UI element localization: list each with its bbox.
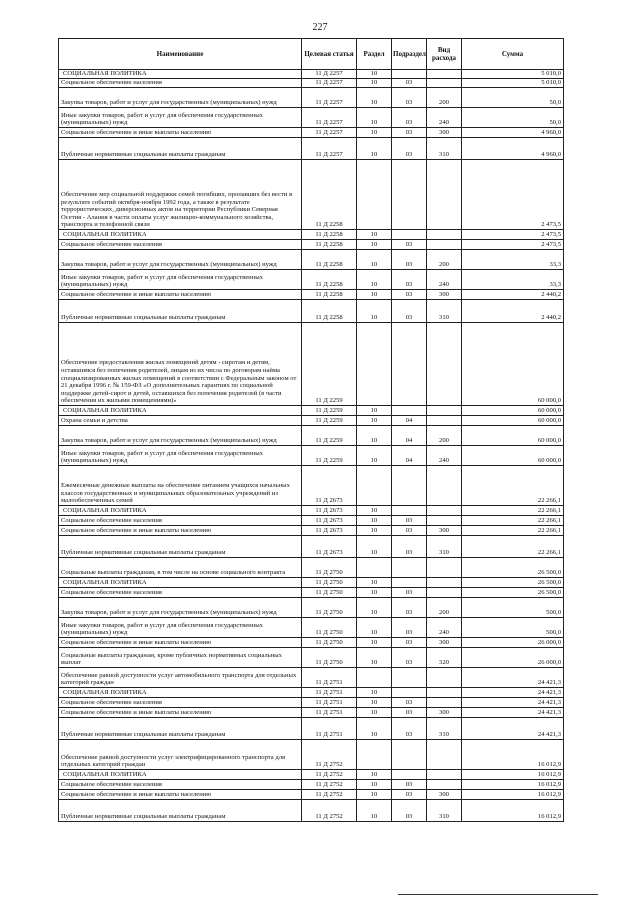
cell-name: Охрана семьи и детства: [59, 416, 302, 426]
cell-article: 11 Д 2258: [302, 270, 357, 290]
cell-kind: [427, 516, 462, 526]
table-header: [59, 39, 564, 70]
cell-name: Закупка товаров, работ и услуг для государственных (муниципальных) нужд: [59, 88, 302, 108]
cell-sum: 500,0: [462, 598, 564, 618]
cell-subsection: 03: [392, 270, 427, 290]
table-row: [59, 668, 564, 688]
cell-section: 10: [357, 240, 392, 250]
cell-article: 11 Д 2750: [302, 578, 357, 588]
cell-kind: 240: [427, 618, 462, 638]
cell-subsection: 03: [392, 290, 427, 300]
table-row: [59, 160, 564, 230]
cell-section: 10: [357, 446, 392, 466]
cell-name: Публичные нормативные социальные выплаты гражданам: [59, 536, 302, 558]
cell-kind: [427, 79, 462, 88]
cell-kind: [427, 160, 462, 230]
cell-subsection: [392, 160, 427, 230]
cell-name: СОЦИАЛЬНАЯ ПОЛИТИКА: [59, 70, 302, 79]
cell-name: Социальное обеспечение населения: [59, 588, 302, 598]
cell-subsection: 04: [392, 426, 427, 446]
cell-sum: 22 266,1: [462, 506, 564, 516]
table-row: [59, 230, 564, 240]
table-row: [59, 526, 564, 536]
cell-kind: 310: [427, 138, 462, 160]
cell-article: 11 Д 2750: [302, 558, 357, 578]
table-row: [59, 516, 564, 526]
cell-section: 10: [357, 230, 392, 240]
cell-sum: 26 500,0: [462, 588, 564, 598]
cell-section: 10: [357, 790, 392, 800]
cell-subsection: [392, 740, 427, 770]
table-row: [59, 506, 564, 516]
cell-kind: [427, 588, 462, 598]
cell-section: 10: [357, 688, 392, 698]
cell-subsection: 03: [392, 108, 427, 128]
table-row: [59, 688, 564, 698]
cell-name: Иные закупки товаров, работ и услуг для обеспечения государственных (муниципальных) нужд: [59, 446, 302, 466]
cell-kind: 200: [427, 250, 462, 270]
cell-subsection: 03: [392, 526, 427, 536]
cell-name: СОЦИАЛЬНАЯ ПОЛИТИКА: [59, 770, 302, 780]
table-row: [59, 790, 564, 800]
cell-sum: 24 421,3: [462, 668, 564, 688]
cell-sum: 16 012,9: [462, 790, 564, 800]
cell-kind: 300: [427, 128, 462, 138]
cell-subsection: [392, 406, 427, 416]
cell-name: Социальное обеспечение и иные выплаты населению: [59, 526, 302, 536]
header-sum: Сумма: [462, 39, 564, 70]
table-row: [59, 240, 564, 250]
header-section: Раздел: [357, 39, 392, 70]
cell-name: Закупка товаров, работ и услуг для государственных (муниципальных) нужд: [59, 250, 302, 270]
cell-name: Обеспечение равной доступности услуг автомобильного транспорта для отдельных категорий граждан: [59, 668, 302, 688]
table-row: [59, 466, 564, 506]
header-name: Наименование: [59, 39, 302, 70]
cell-kind: 240: [427, 108, 462, 128]
cell-name: Социальное обеспечение и иные выплаты населению: [59, 638, 302, 648]
cell-section: 10: [357, 300, 392, 323]
cell-article: 11 Д 2750: [302, 618, 357, 638]
cell-kind: [427, 70, 462, 79]
cell-section: 10: [357, 138, 392, 160]
cell-sum: 26 500,0: [462, 558, 564, 578]
table-row: [59, 70, 564, 79]
cell-sum: 22 266,1: [462, 536, 564, 558]
cell-name: Иные закупки товаров, работ и услуг для обеспечения государственных (муниципальных) нужд: [59, 618, 302, 638]
cell-article: 11 Д 2673: [302, 506, 357, 516]
cell-article: 11 Д 2259: [302, 406, 357, 416]
cell-section: 10: [357, 526, 392, 536]
cell-section: 10: [357, 718, 392, 740]
cell-kind: 200: [427, 426, 462, 446]
cell-name: Социальное обеспечение и иные выплаты населению: [59, 128, 302, 138]
cell-subsection: 03: [392, 638, 427, 648]
cell-sum: 2 440,2: [462, 290, 564, 300]
cell-subsection: [392, 230, 427, 240]
table-row: [59, 800, 564, 822]
cell-name: Публичные нормативные социальные выплаты гражданам: [59, 300, 302, 323]
cell-name: Социальное обеспечение и иные выплаты населению: [59, 708, 302, 718]
table-row: [59, 708, 564, 718]
cell-subsection: [392, 770, 427, 780]
cell-article: 11 Д 2257: [302, 108, 357, 128]
cell-kind: 310: [427, 800, 462, 822]
header-kind: Вид расхода: [427, 39, 462, 70]
header-row: [59, 39, 564, 70]
cell-article: 11 Д 2259: [302, 446, 357, 466]
cell-subsection: 03: [392, 780, 427, 790]
cell-section: 10: [357, 506, 392, 516]
cell-kind: [427, 558, 462, 578]
cell-sum: 33,3: [462, 250, 564, 270]
cell-name: Иные закупки товаров, работ и услуг для обеспечения государственных (муниципальных) нужд: [59, 270, 302, 290]
cell-subsection: [392, 506, 427, 516]
cell-sum: 16 012,9: [462, 740, 564, 770]
cell-section: [357, 466, 392, 506]
table-row: [59, 300, 564, 323]
cell-section: 10: [357, 250, 392, 270]
cell-subsection: 03: [392, 88, 427, 108]
cell-subsection: 03: [392, 618, 427, 638]
cell-sum: 16 012,9: [462, 800, 564, 822]
cell-section: 10: [357, 108, 392, 128]
cell-article: 11 Д 2673: [302, 526, 357, 536]
cell-sum: 22 266,1: [462, 466, 564, 506]
table-row: [59, 740, 564, 770]
cell-name: СОЦИАЛЬНАЯ ПОЛИТИКА: [59, 578, 302, 588]
cell-kind: [427, 323, 462, 406]
cell-subsection: 03: [392, 800, 427, 822]
cell-article: 11 Д 2752: [302, 790, 357, 800]
cell-name: Публичные нормативные социальные выплаты гражданам: [59, 800, 302, 822]
cell-sum: 60 000,0: [462, 446, 564, 466]
cell-article: 11 Д 2751: [302, 688, 357, 698]
cell-sum: 4 960,0: [462, 138, 564, 160]
cell-subsection: [392, 688, 427, 698]
cell-subsection: 03: [392, 648, 427, 668]
cell-kind: [427, 780, 462, 790]
cell-kind: [427, 406, 462, 416]
cell-section: 10: [357, 770, 392, 780]
cell-kind: [427, 770, 462, 780]
cell-sum: 2 473,5: [462, 240, 564, 250]
cell-kind: 310: [427, 536, 462, 558]
cell-article: 11 Д 2752: [302, 770, 357, 780]
cell-article: 11 Д 2257: [302, 79, 357, 88]
cell-article: 11 Д 2673: [302, 516, 357, 526]
cell-sum: 26 000,0: [462, 638, 564, 648]
cell-kind: 300: [427, 638, 462, 648]
cell-kind: [427, 698, 462, 708]
cell-sum: 50,0: [462, 88, 564, 108]
cell-sum: 26 500,0: [462, 578, 564, 588]
cell-subsection: 03: [392, 536, 427, 558]
cell-article: 11 Д 2258: [302, 290, 357, 300]
cell-name: Социальное обеспечение и иные выплаты населению: [59, 790, 302, 800]
cell-kind: 240: [427, 270, 462, 290]
cell-sum: 4 960,0: [462, 128, 564, 138]
cell-article: 11 Д 2258: [302, 300, 357, 323]
cell-sum: 24 421,3: [462, 708, 564, 718]
cell-section: [357, 160, 392, 230]
cell-subsection: 03: [392, 708, 427, 718]
table-row: [59, 770, 564, 780]
cell-sum: 500,0: [462, 618, 564, 638]
cell-kind: 300: [427, 526, 462, 536]
cell-sum: 26 000,0: [462, 648, 564, 668]
cell-name: СОЦИАЛЬНАЯ ПОЛИТИКА: [59, 506, 302, 516]
cell-sum: 24 421,3: [462, 698, 564, 708]
cell-kind: [427, 416, 462, 426]
cell-subsection: [392, 323, 427, 406]
cell-sum: 33,3: [462, 270, 564, 290]
cell-subsection: 03: [392, 588, 427, 598]
table-row: [59, 598, 564, 618]
cell-name: Обеспечение мер социальной поддержки семей погибших, пропавших без вести в результате событий октября-ноября 1992 года, а также в результате террористических, диверсионных актов на территории Республики Северная Осетия - Алания в части оплаты услуг жилищно-коммунального хозяйства, транспорта и телефонной связи: [59, 160, 302, 230]
cell-section: 10: [357, 516, 392, 526]
cell-kind: 200: [427, 598, 462, 618]
cell-article: 11 Д 2257: [302, 128, 357, 138]
cell-section: 10: [357, 618, 392, 638]
cell-section: 10: [357, 648, 392, 668]
cell-section: 10: [357, 290, 392, 300]
cell-sum: 60 000,0: [462, 323, 564, 406]
cell-article: 11 Д 2673: [302, 536, 357, 558]
cell-sum: 60 000,0: [462, 416, 564, 426]
cell-sum: 5 010,0: [462, 70, 564, 79]
cell-article: 11 Д 2752: [302, 740, 357, 770]
cell-name: Социальное обеспечение и иные выплаты населению: [59, 290, 302, 300]
cell-section: [357, 740, 392, 770]
table-row: [59, 618, 564, 638]
page-number: 227: [312, 22, 328, 33]
cell-section: 10: [357, 588, 392, 598]
cell-section: [357, 323, 392, 406]
cell-sum: 2 440,2: [462, 300, 564, 323]
cell-article: 11 Д 2673: [302, 466, 357, 506]
cell-sum: 16 012,9: [462, 780, 564, 790]
cell-kind: [427, 740, 462, 770]
cell-kind: [427, 668, 462, 688]
table-row: [59, 88, 564, 108]
cell-article: 11 Д 2259: [302, 426, 357, 446]
cell-subsection: 03: [392, 516, 427, 526]
footer-rule: [398, 894, 598, 895]
cell-article: 11 Д 2259: [302, 323, 357, 406]
cell-section: 10: [357, 698, 392, 708]
table-row: [59, 648, 564, 668]
cell-sum: 16 012,9: [462, 770, 564, 780]
cell-article: 11 Д 2750: [302, 638, 357, 648]
cell-subsection: 03: [392, 79, 427, 88]
cell-section: [357, 558, 392, 578]
table-row: [59, 780, 564, 790]
cell-section: 10: [357, 88, 392, 108]
cell-article: 11 Д 2751: [302, 708, 357, 718]
cell-subsection: 03: [392, 718, 427, 740]
cell-article: 11 Д 2257: [302, 70, 357, 79]
cell-subsection: [392, 466, 427, 506]
cell-section: 10: [357, 578, 392, 588]
table-row: [59, 426, 564, 446]
cell-article: 11 Д 2258: [302, 230, 357, 240]
table-row: [59, 536, 564, 558]
cell-article: 11 Д 2750: [302, 588, 357, 598]
table-row: [59, 588, 564, 598]
cell-section: [357, 668, 392, 688]
cell-section: 10: [357, 426, 392, 446]
table-row: [59, 406, 564, 416]
cell-name: Социальные выплаты гражданам, в том числе на основе социального контракта: [59, 558, 302, 578]
table-row: [59, 250, 564, 270]
table-row: [59, 558, 564, 578]
cell-article: 11 Д 2752: [302, 800, 357, 822]
table-row: [59, 138, 564, 160]
cell-kind: 320: [427, 648, 462, 668]
cell-subsection: 04: [392, 446, 427, 466]
cell-article: 11 Д 2750: [302, 648, 357, 668]
header-article: Целевая статья: [302, 39, 357, 70]
cell-name: Ежемесячные денежные выплаты на обеспечение питанием учащихся начальных классов государственных и муниципальных образовательных учреждений из малообеспеченных семей: [59, 466, 302, 506]
cell-article: 11 Д 2258: [302, 160, 357, 230]
table-row: [59, 290, 564, 300]
cell-subsection: 04: [392, 416, 427, 426]
cell-name: СОЦИАЛЬНАЯ ПОЛИТИКА: [59, 406, 302, 416]
cell-subsection: [392, 70, 427, 79]
cell-name: Иные закупки товаров, работ и услуг для обеспечения государственных (муниципальных) нужд: [59, 108, 302, 128]
header-subsection: Подраздел: [392, 39, 427, 70]
cell-kind: 300: [427, 708, 462, 718]
cell-kind: [427, 506, 462, 516]
cell-kind: [427, 230, 462, 240]
cell-name: СОЦИАЛЬНАЯ ПОЛИТИКА: [59, 688, 302, 698]
cell-name: Социальное обеспечение населения: [59, 698, 302, 708]
cell-name: Социальное обеспечение населения: [59, 240, 302, 250]
cell-name: Закупка товаров, работ и услуг для государственных (муниципальных) нужд: [59, 426, 302, 446]
cell-article: 11 Д 2750: [302, 598, 357, 618]
cell-name: Социальное обеспечение населения: [59, 516, 302, 526]
cell-sum: 2 473,5: [462, 230, 564, 240]
cell-name: Обеспечение предоставления жилых помещений детям - сиротам и детям, оставшимся без попечения родителей, лицам из их числа по договорам найма специализированных жилых помещений в соответствии с Федеральным законом от 21 декабря 1996 г. № 159-ФЗ «О дополнительных гарантиях по социальной поддержке детей-сирот и детей, оставшихся без попечения родителей (в части обеспечения их жилыми помещениями)»: [59, 323, 302, 406]
cell-article: 11 Д 2752: [302, 780, 357, 790]
cell-section: 10: [357, 406, 392, 416]
cell-sum: 22 266,1: [462, 516, 564, 526]
cell-article: 11 Д 2257: [302, 88, 357, 108]
cell-sum: 50,0: [462, 108, 564, 128]
cell-section: 10: [357, 638, 392, 648]
cell-kind: [427, 578, 462, 588]
cell-section: 10: [357, 70, 392, 79]
cell-kind: 300: [427, 790, 462, 800]
cell-name: СОЦИАЛЬНАЯ ПОЛИТИКА: [59, 230, 302, 240]
cell-subsection: 03: [392, 790, 427, 800]
cell-subsection: 03: [392, 240, 427, 250]
table-row: [59, 128, 564, 138]
cell-article: 11 Д 2751: [302, 668, 357, 688]
cell-subsection: 03: [392, 138, 427, 160]
budget-table: [58, 38, 564, 822]
cell-article: 11 Д 2751: [302, 718, 357, 740]
table-row: [59, 323, 564, 406]
cell-kind: [427, 240, 462, 250]
table-row: [59, 698, 564, 708]
cell-kind: [427, 466, 462, 506]
cell-name: Публичные нормативные социальные выплаты гражданам: [59, 718, 302, 740]
cell-subsection: 03: [392, 250, 427, 270]
cell-subsection: [392, 578, 427, 588]
cell-article: 11 Д 2257: [302, 138, 357, 160]
cell-section: 10: [357, 780, 392, 790]
cell-section: 10: [357, 598, 392, 618]
cell-name: Социальное обеспечение населения: [59, 79, 302, 88]
cell-kind: 200: [427, 88, 462, 108]
cell-name: Закупка товаров, работ и услуг для государственных (муниципальных) нужд: [59, 598, 302, 618]
table-row: [59, 578, 564, 588]
table-body: [59, 70, 564, 822]
table-row: [59, 446, 564, 466]
cell-article: 11 Д 2258: [302, 250, 357, 270]
cell-sum: 24 421,3: [462, 718, 564, 740]
cell-kind: 240: [427, 446, 462, 466]
cell-sum: 60 000,0: [462, 426, 564, 446]
cell-subsection: 03: [392, 128, 427, 138]
cell-article: 11 Д 2751: [302, 698, 357, 708]
table-row: [59, 270, 564, 290]
cell-sum: 22 266,1: [462, 526, 564, 536]
cell-subsection: [392, 668, 427, 688]
cell-subsection: 03: [392, 698, 427, 708]
cell-kind: 300: [427, 290, 462, 300]
cell-section: 10: [357, 270, 392, 290]
cell-subsection: [392, 558, 427, 578]
table-row: [59, 416, 564, 426]
cell-section: 10: [357, 708, 392, 718]
cell-subsection: 03: [392, 300, 427, 323]
cell-name: Социальное обеспечение населения: [59, 780, 302, 790]
cell-sum: 60 000,0: [462, 406, 564, 416]
cell-sum: 2 473,5: [462, 160, 564, 230]
cell-sum: 5 010,0: [462, 79, 564, 88]
cell-name: Публичные нормативные социальные выплаты гражданам: [59, 138, 302, 160]
cell-kind: 310: [427, 718, 462, 740]
cell-section: 10: [357, 536, 392, 558]
cell-section: 10: [357, 128, 392, 138]
cell-article: 11 Д 2258: [302, 240, 357, 250]
table-row: [59, 79, 564, 88]
cell-kind: 310: [427, 300, 462, 323]
table-row: [59, 718, 564, 740]
cell-section: 10: [357, 416, 392, 426]
cell-subsection: 03: [392, 598, 427, 618]
cell-article: 11 Д 2259: [302, 416, 357, 426]
cell-sum: 24 421,3: [462, 688, 564, 698]
cell-section: 10: [357, 79, 392, 88]
cell-section: 10: [357, 800, 392, 822]
table-row: [59, 108, 564, 128]
table-row: [59, 638, 564, 648]
cell-name: Обеспечение равной доступности услуг электрифицированного транспорта для отдельных категорий граждан: [59, 740, 302, 770]
cell-kind: [427, 688, 462, 698]
cell-name: Социальные выплаты гражданам, кроме публичных нормативных социальных выплат: [59, 648, 302, 668]
